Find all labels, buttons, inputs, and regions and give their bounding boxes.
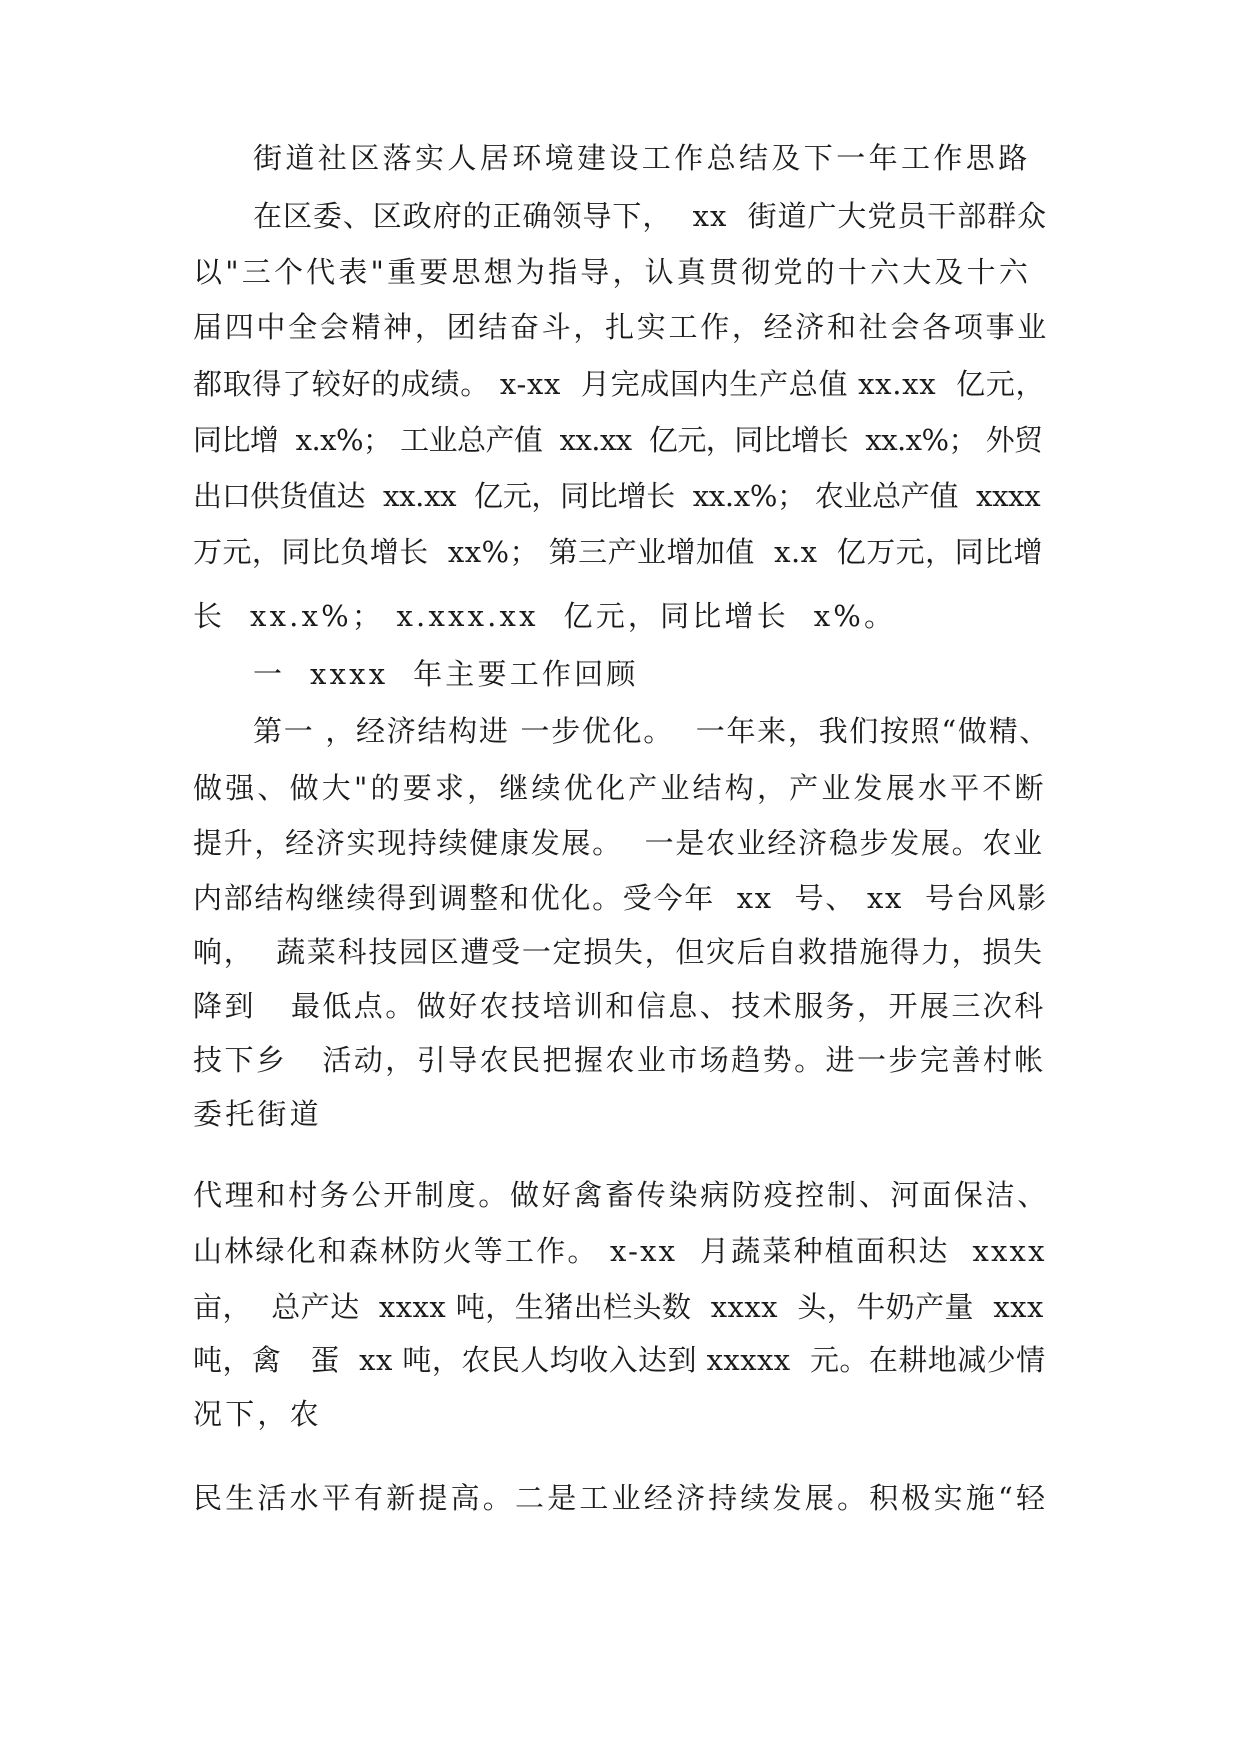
paragraph-line: 都取得了较好的成绩。 x-xx 月完成国内生产总值 xx.xx 亿元，: [193, 367, 1046, 401]
paragraph-line: 做强、做大"的要求，继续优化产业结构，产业发展水平不断: [193, 771, 1047, 805]
section-heading: 一 xxxx 年主要工作回顾: [253, 657, 639, 691]
paragraph-line: 民生活水平有新提高。二是工业经济持续发展。积极实施“轻: [193, 1481, 1049, 1515]
paragraph-line: 同比增 x.x%； 工业总产值 xx.xx 亿元，同比增长 xx.x%； 外贸: [193, 423, 1043, 457]
paragraph-line: 亩， 总产达 xxxx 吨，生猪出栏头数 xxxx 头，牛奶产量 xxx: [193, 1290, 1044, 1324]
paragraph-line: 降到 最低点。做好农技培训和信息、技术服务，开展三次科: [193, 989, 1046, 1023]
paragraph-line: 第一 ，经济结构进 一步优化。 一年来，我们按照“做精、: [253, 714, 1050, 748]
paragraph-line: 提升，经济实现持续健康发展。 一是农业经济稳步发展。农业: [193, 826, 1044, 860]
paragraph-line: 万元，同比负增长 xx%； 第三产业增加值 x.x 亿万元，同比增: [193, 535, 1043, 569]
paragraph-line: 委托街道: [193, 1097, 322, 1131]
paragraph-line: 长 xx.x%； x.xxx.xx 亿元，同比增长 x%。: [193, 599, 897, 633]
paragraph-line: 在区委、区政府的正确领导下， xx 街道广大党员干部群众: [253, 199, 1048, 233]
paragraph-line: 内部结构继续得到调整和优化。受今年 xx 号、 xx 号台风影: [193, 881, 1048, 915]
paragraph-line: 山林绿化和森林防火等工作。 x-xx 月蔬菜种植面积达 xxxx: [193, 1234, 1047, 1268]
paragraph-line: 以"三个代表"重要思想为指导，认真贯彻党的十六大及十六: [193, 255, 1032, 289]
paragraph-line: 届四中全会精神，团结奋斗，扎实工作，经济和社会各项事业: [193, 310, 1049, 344]
paragraph-line: 吨，禽 蛋 xx 吨，农民人均收入达到 xxxxx 元。在耕地减少情: [193, 1343, 1046, 1377]
paragraph-line: 出口供货值达 xx.xx 亿元，同比增长 xx.x%； 农业总产值 xxxx: [193, 479, 1041, 513]
paragraph-line: 况下，农: [193, 1397, 322, 1431]
paragraph-line: 技下乡 活动，引导农民把握农业市场趋势。进一步完善村帐: [193, 1043, 1046, 1077]
paragraph-line: 代理和村务公开制度。做好禽畜传染病防疫控制、河面保洁、: [193, 1178, 1049, 1212]
document-title: 街道社区落实人居环境建设工作总结及下一年工作思路: [253, 141, 1031, 175]
paragraph-line: 响， 蔬菜科技园区遭受一定损失，但灾后自救措施得力，损失: [193, 935, 1044, 969]
